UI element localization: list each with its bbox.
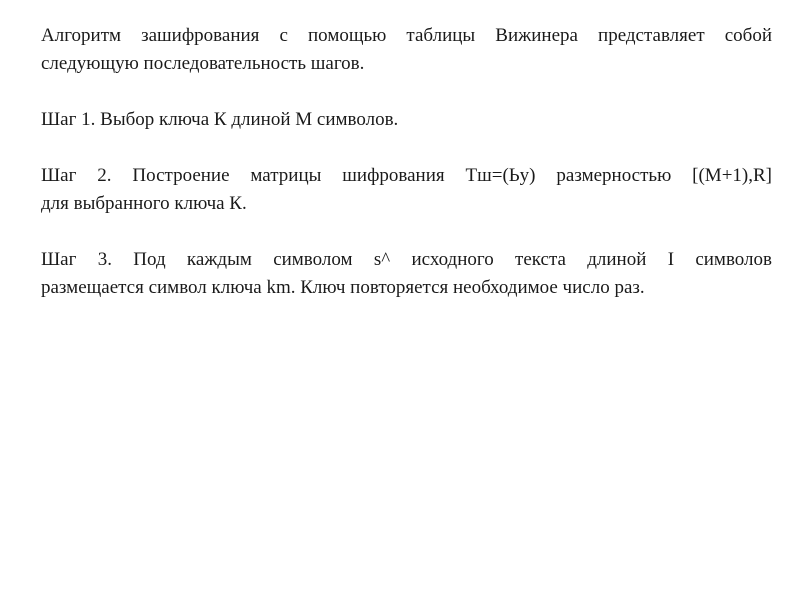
step-1-paragraph [41, 106, 772, 134]
text-line: Шаг 3. Под каждым символом s^ исходного текста длиной I символов [41, 249, 772, 270]
document-body [41, 22, 772, 330]
text-line: следующую последовательность шагов. [41, 53, 365, 74]
step-3-paragraph [41, 246, 772, 302]
text-line: Алгоритм зашифрования с помощью таблицы Вижинера представляет собой [41, 25, 772, 46]
text-line: размещается символ ключа km. Ключ повторяется необходимое число раз. [41, 277, 645, 298]
step-2-paragraph [41, 162, 772, 218]
intro-paragraph [41, 22, 772, 78]
text-line: для выбранного ключа К. [41, 193, 247, 214]
text-line: Шаг 2. Построение матрицы шифрования Тш=(Ьу) размерностью [(М+1),R] [41, 165, 772, 186]
text-line: Шаг 1. Выбор ключа К длиной М символов. [41, 109, 399, 130]
